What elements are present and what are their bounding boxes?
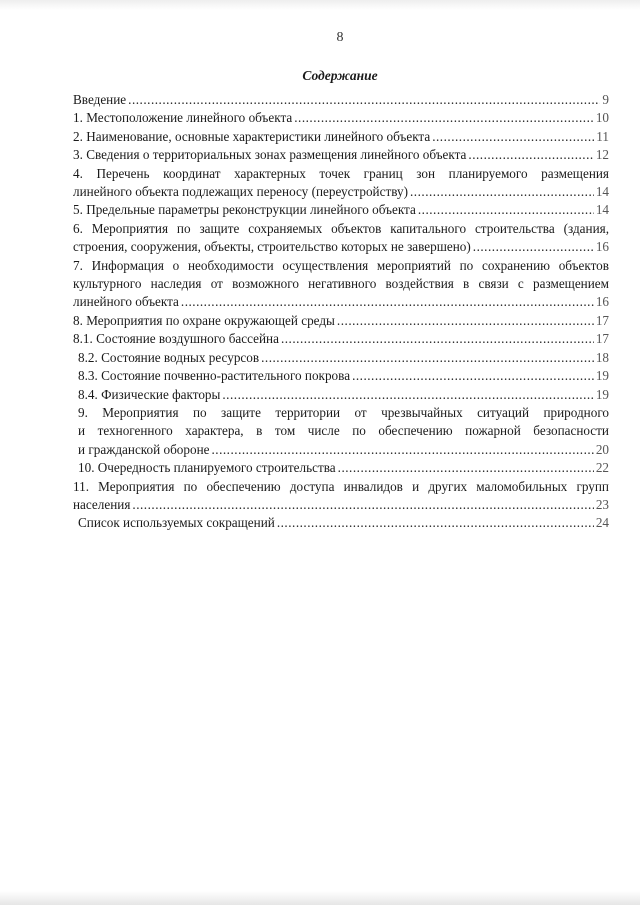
toc-page-number: 23 <box>595 496 609 512</box>
toc-entry-line: 9. Мероприятия по защите территории от чрезвычайных ситуаций природного <box>78 404 609 420</box>
toc-entry-title: 3. Сведения о территориальных зонах размещения линейного объекта <box>73 147 467 163</box>
toc-title: Содержание <box>302 68 378 83</box>
toc-leader-dots <box>277 514 594 532</box>
toc-entry-last-line <box>73 91 609 109</box>
toc-entry <box>73 128 609 146</box>
toc-entry <box>73 146 609 164</box>
toc-page-number: 24 <box>595 515 609 531</box>
toc-leader-dots <box>432 128 594 146</box>
toc-page-number: 10 <box>595 110 609 126</box>
toc-entry <box>73 220 609 257</box>
toc-entry-title: населения <box>73 496 131 512</box>
toc-entry-last-line <box>73 293 609 311</box>
toc-entry-last-line <box>73 201 609 219</box>
toc-entry-last-line <box>78 349 609 367</box>
toc-page-number: 19 <box>595 368 609 384</box>
toc-page-number: 16 <box>595 294 609 310</box>
toc-entry-last-line <box>73 128 609 146</box>
toc-entry-title: 8.3. Состояние почвенно-растительного покрова <box>78 368 351 384</box>
toc-entry-title: 8.2. Состояние водных ресурсов <box>78 349 260 365</box>
toc-entry-title: 5. Предельные параметры реконструкции линейного объекта <box>73 202 416 218</box>
toc-page-number: 17 <box>595 331 609 347</box>
toc-entry <box>78 514 609 532</box>
toc-leader-dots <box>418 201 594 219</box>
toc-entry <box>73 312 609 330</box>
toc-entry <box>73 165 609 202</box>
toc-page-number: 11 <box>596 128 609 144</box>
toc-entry-last-line <box>73 146 609 164</box>
toc-entry <box>73 91 609 109</box>
toc-entry <box>78 459 609 477</box>
toc-entry-title: 8. Мероприятия по охране окружающей среды <box>73 312 335 328</box>
toc-leader-dots <box>352 367 594 385</box>
toc-leader-dots <box>222 386 593 404</box>
toc-entry-title: 8.4. Физические факторы <box>78 386 221 402</box>
toc-entry <box>78 349 609 367</box>
toc-entry <box>73 257 609 312</box>
toc-entry-title: 2. Наименование, основные характеристики линейного объекта <box>73 128 431 144</box>
toc-entry-title: Введение <box>73 92 127 107</box>
toc-entry <box>78 386 609 404</box>
toc-page-number: 9 <box>602 92 609 107</box>
toc-entry-line: культурного наследия от возможного негативного воздействия в связи с размещением <box>73 276 609 292</box>
toc-entry-last-line <box>73 183 609 201</box>
toc-entry-line: 4. Перечень координат характерных точек границ зон планируемого размещения <box>73 165 609 181</box>
toc-page-number: 20 <box>595 441 609 457</box>
toc-entry-title: 8.1. Состояние воздушного бассейна <box>73 331 279 347</box>
toc-entry-last-line <box>78 367 609 385</box>
page-bottom-edge <box>0 891 640 905</box>
toc-entry-title: 1. Местоположение линейного объекта <box>73 110 293 126</box>
toc-leader-dots <box>132 496 593 514</box>
toc-entry-last-line <box>73 238 609 256</box>
toc-page-number: 22 <box>595 460 609 476</box>
toc-page-number: 17 <box>595 312 609 328</box>
toc-leader-dots <box>473 238 594 256</box>
table-of-contents <box>73 91 609 533</box>
toc-entry-line: 6. Мероприятия по защите сохраняемых объектов капитального строительства (здания, <box>73 220 609 236</box>
toc-entry <box>73 109 609 127</box>
toc-leader-dots <box>211 441 593 459</box>
toc-entry-last-line <box>73 330 609 348</box>
toc-entry-last-line <box>78 514 609 532</box>
toc-entry-title: и гражданской обороне <box>78 441 210 457</box>
toc-page-number: 16 <box>595 239 609 255</box>
toc-leader-dots <box>294 109 594 127</box>
toc-page-number: 14 <box>595 202 609 218</box>
toc-page-number: 18 <box>595 349 609 365</box>
toc-entry-title: строения, сооружения, объекты, строительство которых не завершено) <box>73 239 471 255</box>
toc-page-number: 14 <box>595 184 609 200</box>
toc-entry <box>78 404 609 459</box>
toc-entry-last-line <box>78 459 609 477</box>
toc-entry-line: 11. Мероприятия по обеспечению доступа инвалидов и других маломобильных групп <box>73 478 609 494</box>
toc-page-number: 19 <box>595 386 609 402</box>
toc-leader-dots <box>338 459 594 477</box>
toc-entry-line: и техногенного характера, в том числе по обеспечению пожарной безопасности <box>78 423 609 439</box>
toc-page-number: 12 <box>595 147 609 163</box>
toc-leader-dots <box>468 146 593 164</box>
toc-entry-last-line <box>73 109 609 127</box>
toc-entry <box>73 201 609 219</box>
toc-entry-title: линейного объекта подлежащих переносу (переустройству) <box>73 184 408 200</box>
toc-entry-title: Список используемых сокращений <box>78 515 275 531</box>
toc-entry-last-line <box>73 312 609 330</box>
toc-leader-dots <box>337 312 594 330</box>
toc-entry-last-line <box>78 386 609 404</box>
toc-leader-dots <box>410 183 594 201</box>
toc-entry-last-line <box>73 496 609 514</box>
toc-entry-title: линейного объекта <box>73 294 179 310</box>
toc-entry <box>73 478 609 515</box>
toc-entry-title: 10. Очередность планируемого строительства <box>78 460 336 476</box>
page-top-edge <box>0 0 640 10</box>
toc-leader-dots <box>261 349 594 367</box>
page-number: 8 <box>336 30 344 45</box>
toc-leader-dots <box>181 293 594 311</box>
toc-leader-dots <box>128 91 600 109</box>
toc-entry-line: 7. Информация о необходимости осуществления мероприятий по сохранению объектов <box>73 257 609 273</box>
toc-entry <box>78 367 609 385</box>
toc-entry <box>73 330 609 348</box>
toc-entry-last-line <box>78 441 609 459</box>
toc-leader-dots <box>281 330 594 348</box>
